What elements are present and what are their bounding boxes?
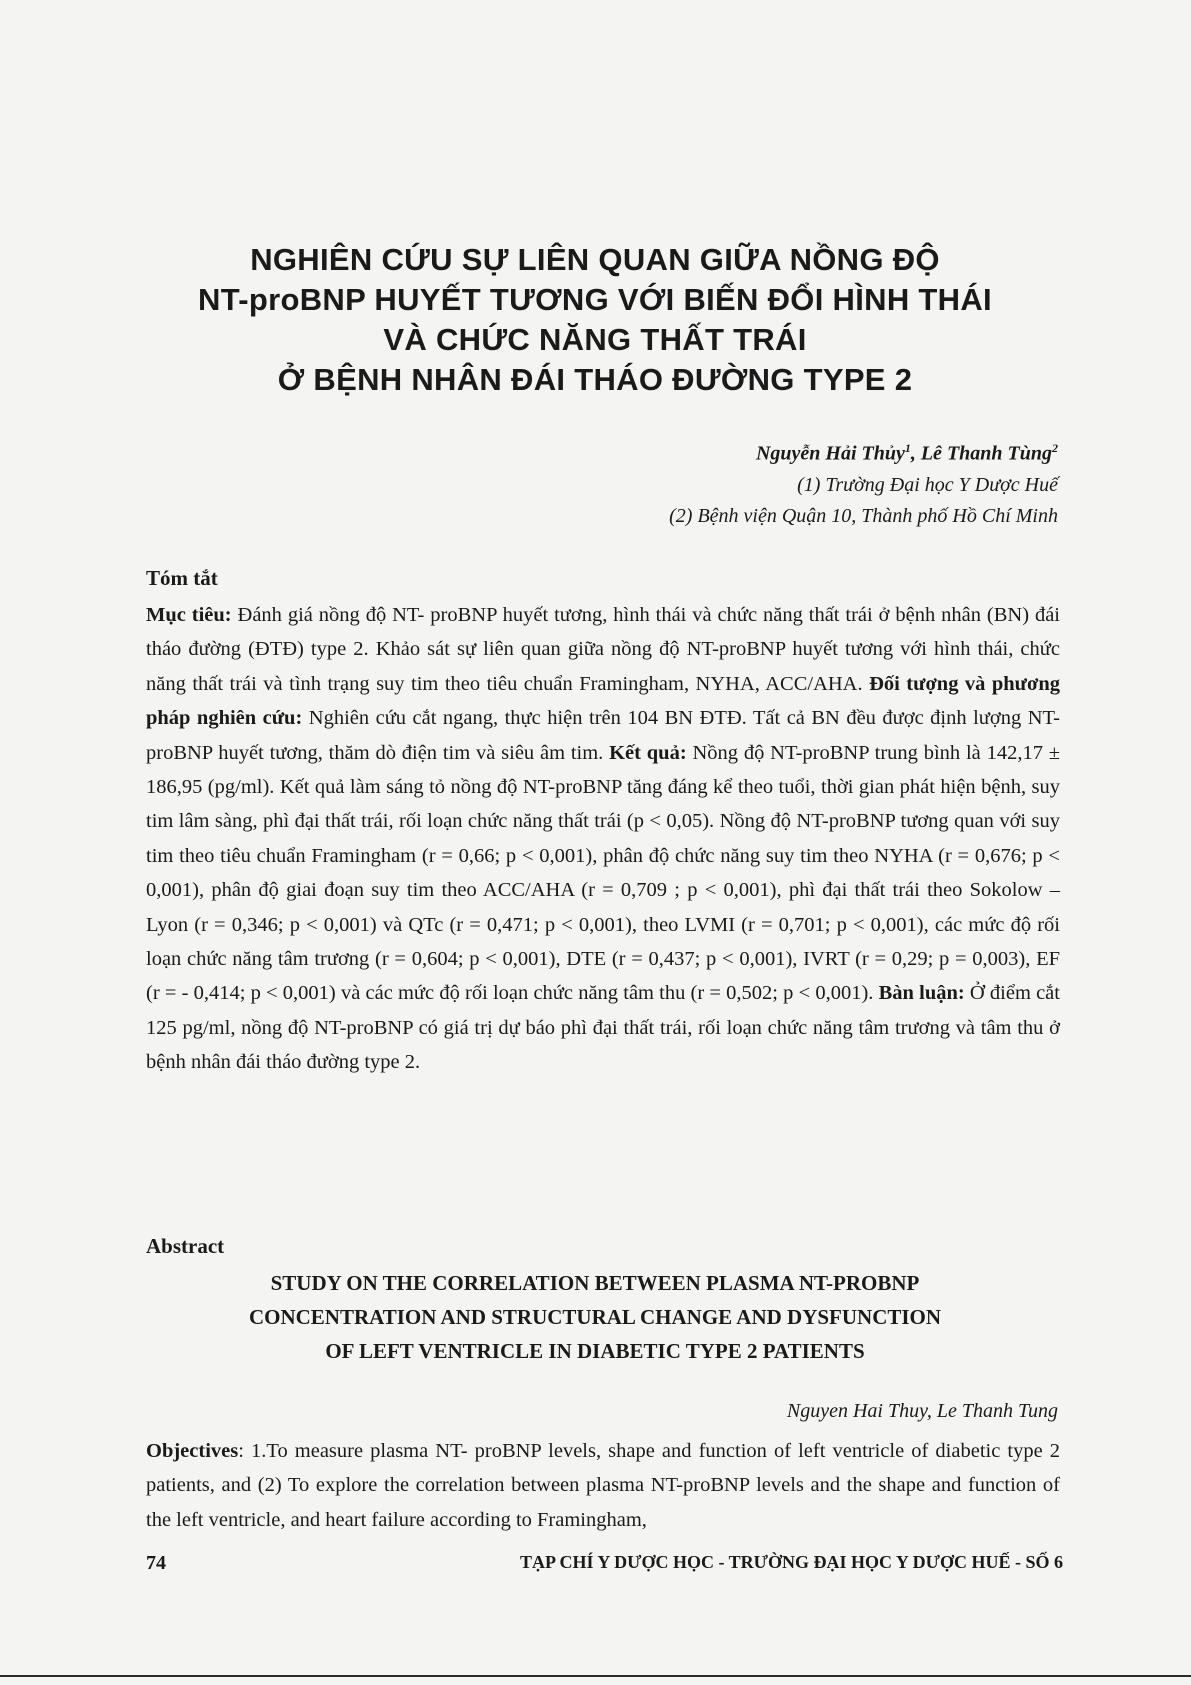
journal-footer: TẠP CHÍ Y DƯỢC HỌC - TRƯỜNG ĐẠI HỌC Y DƯỢC HUẾ - SỐ 6 — [519, 1552, 1063, 1572]
results-text: Nồng độ NT-proBNP trung bình là 142,17 ± 186,95 (pg/ml). Kết quả làm sáng tỏ nồng độ NT-proBNP tăng đáng kể theo tuổi, thời gian phát hiện bệnh, suy tim lâm sàng, phì đại thất trái, rối loạn chức năng thất trái (p < 0,05). Nồng độ NT-proBNP tương quan với suy tim theo tiêu chuẩn Framingham (r = 0,66; p < 0,001), phân độ chức năng suy tim theo NYHA (r = 0,676; p < 0,001), phân độ giai đoạn suy tim theo ACC/AHA (r = 0,709 ; p < 0,001), phì đại thất trái theo Sokolow – Lyon (r = 0,346; p < 0,001) và QTc (r = 0,471; p < 0,001), theo LVMI (r = 0,701; p < 0,001), các mức độ rối loạn chức năng tâm trương (r = 0,604; p < 0,001), DTE (r = 0,437; p < 0,001), IVRT (r = 0,29; p = 0,003), EF (r = - 0,414; p < 0,001) và các mức độ rối loạn chức năng tâm thu (r = 0,502; p < 0,001). — [146, 741, 1061, 1005]
abstract-paragraph — [146, 1434, 1060, 1537]
objectives-label: Objectives — [146, 1440, 239, 1462]
article-title — [150, 240, 1040, 400]
objective-text: Đánh giá nồng độ NT- proBNP huyết tương, hình thái và chức năng thất trái ở bệnh nhân (BN) đái tháo đường (ĐTĐ) type 2. Khảo sát sự liên quan giữa nồng độ NT-proBNP huyết tương với hình thái, chức năng thất trái và tình trạng suy tim theo tiêu chuẩn Framingham, NYHA, ACC/AHA. — [146, 604, 1060, 695]
author-separator: , — [910, 442, 921, 465]
english-title-line: CONCENTRATION AND STRUCTURAL CHANGE AND DYSFUNCTION — [248, 1305, 942, 1329]
affiliation-2: (2) Bệnh viện Quận 10, Thành phố Hồ Chí Minh — [669, 504, 1058, 527]
english-authors: Nguyen Hai Thuy, Le Thanh Tung — [786, 1400, 1058, 1422]
results-label: Kết quả: — [609, 741, 687, 764]
title-line: NT-proBNP HUYẾT TƯƠNG VỚI BIẾN ĐỔI HÌNH THÁI — [198, 282, 992, 317]
methods-label: Đối tượng và phương pháp nghiên cứu: — [146, 672, 1060, 730]
affiliation-1: (1) Trường Đại học Y Dược Huế — [797, 473, 1058, 496]
title-line: NGHIÊN CỨU SỰ LIÊN QUAN GIỮA NỒNG ĐỘ — [250, 242, 940, 277]
objective-label: Mục tiêu: — [146, 604, 232, 626]
discussion-label: Bàn luận: — [878, 982, 965, 1005]
abstract-heading: Abstract — [146, 1234, 225, 1258]
page-number: 74 — [146, 1552, 166, 1574]
summary-paragraph — [146, 598, 1060, 1080]
title-line: Ở BỆNH NHÂN ĐÁI THÁO ĐƯỜNG TYPE 2 — [277, 362, 913, 397]
title-line: VÀ CHỨC NĂNG THẤT TRÁI — [383, 322, 807, 357]
methods-text: Nghiên cứu cắt ngang, thực hiện trên 104 BN ĐTĐ. Tất cả BN đều được định lượng NT-proBNP huyết tương, thăm dò điện tim và siêu âm tim. — [146, 707, 1060, 764]
author-2: Lê Thanh Tùng — [920, 442, 1052, 465]
author-1-affiliation-mark: 1 — [904, 441, 911, 455]
author-names — [669, 433, 1058, 470]
english-title-line: OF LEFT VENTRICLE IN DIABETIC TYPE 2 PATIENTS — [325, 1339, 865, 1363]
objectives-text: : 1.To measure plasma NT- proBNP levels, shape and function of left ventricle of diabetic type 2 patients, and (2) To explore the correlation between plasma NT-proBNP levels and the shape and function of the left ventricle, and heart failure according to Framingham, — [146, 1440, 1060, 1531]
author-1: Nguyễn Hải Thủy — [755, 442, 905, 465]
summary-heading: Tóm tắt — [146, 566, 218, 590]
english-title-line: STUDY ON THE CORRELATION BETWEEN PLASMA NT-PROBNP — [270, 1271, 920, 1295]
author-block — [669, 433, 1058, 532]
discussion-text: Ở điểm cắt 125 pg/ml, nồng độ NT-proBNP có giá trị dự báo phì đại thất trái, rối loạn chức năng tâm trương và tâm thu ở bệnh nhân đái tháo đường type 2. — [146, 982, 1060, 1074]
english-title — [150, 1266, 1040, 1368]
author-2-affiliation-mark: 2 — [1052, 441, 1058, 455]
page-bottom-rule — [0, 1675, 1191, 1677]
